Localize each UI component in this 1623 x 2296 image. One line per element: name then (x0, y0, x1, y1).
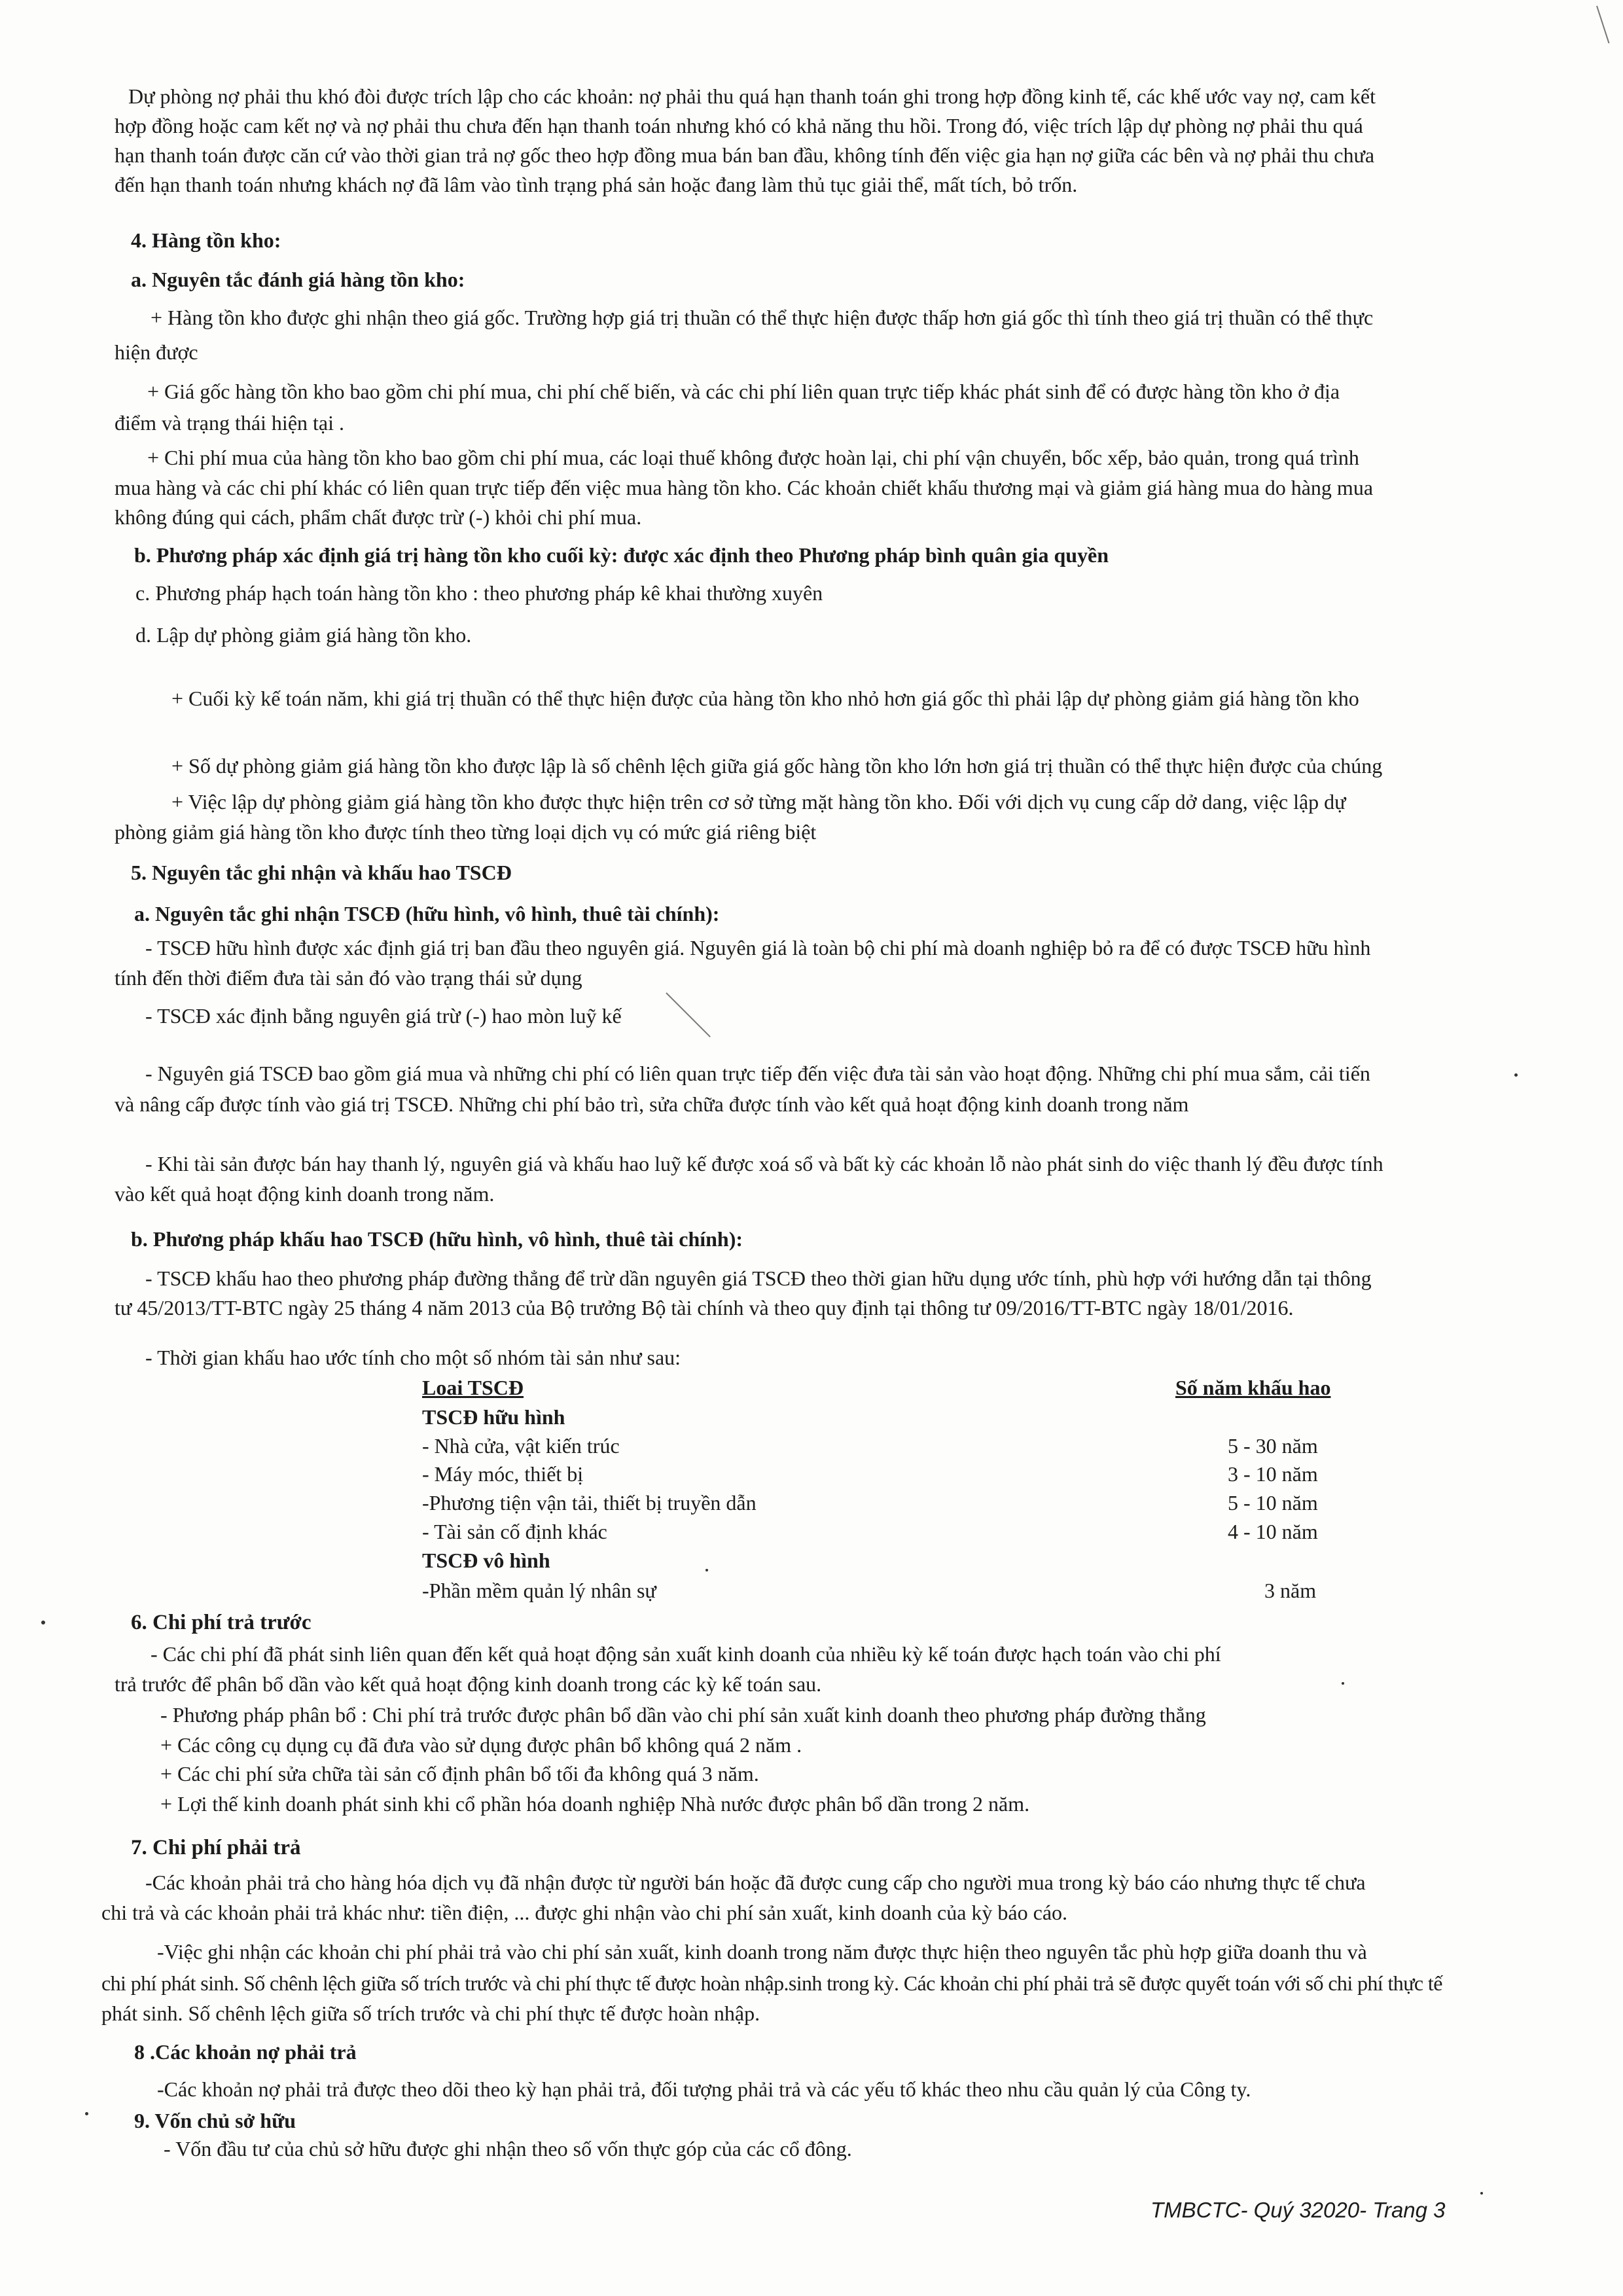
text-line: chi phí phát sinh. Số chênh lệch giữa số trích trước và chi phí thực tế được hoàn nhập.sinh trong kỳ. Các khoản chi phí phải trả sẽ được quyết toán với số chi phí thực tế (101, 1971, 1442, 1995)
table-row-label: -Phương tiện vận tải, thiết bị truyền dẫn (422, 1491, 757, 1515)
text-line: và nâng cấp được tính vào giá trị TSCĐ. Những chi phí bảo trì, sửa chữa được tính vào kết quả hoạt động kinh doanh trong năm (115, 1092, 1189, 1116)
text-line: + Hàng tồn kho được ghi nhận theo giá gốc. Trường hợp giá trị thuần có thể thực hiện được thấp hơn giá gốc thì tính theo giá trị thuần có thể thực (151, 306, 1374, 329)
text-line: hợp đồng hoặc cam kết nợ và nợ phải thu chưa đến hạn thanh toán nhưng khó có khả năng thu hồi. Trong đó, việc trích lập dự phòng nợ phải thu quá (115, 114, 1363, 137)
text-line: Dự phòng nợ phải thu khó đòi được trích lập cho các khoản: nợ phải thu quá hạn thanh toán ghi trong hợp đồng kinh tế, các khế ước vay nợ, cam kết (128, 84, 1376, 108)
text-line: hạn thanh toán được căn cứ vào thời gian trả nợ gốc theo hợp đồng mua bán ban đầu, không tính đến việc gia hạn nợ giữa các bên và nợ phải thu chưa (115, 143, 1375, 167)
text-line: điểm và trạng thái hiện tại . (115, 411, 344, 435)
text-line: + Số dự phòng giảm giá hàng tồn kho được lập là số chênh lệch giữa giá gốc hàng tồn kho lớn hơn giá trị thuần có thể thực hiện được của chúng (171, 754, 1383, 778)
text-line: -Các khoản nợ phải trả được theo dõi theo kỳ hạn phải trả, đối tượng phải trả và các yếu tố khác theo nhu cầu quản lý của Công ty. (157, 2077, 1251, 2101)
section-heading: 5. Nguyên tắc ghi nhận và khấu hao TSCĐ (131, 861, 512, 884)
text-line: phòng giảm giá hàng tồn kho được tính theo từng loại dịch vụ có mức giá riêng biệt (115, 820, 817, 844)
text-line: trả trước để phân bổ dần vào kết quả hoạt động kinh doanh trong các kỳ kế toán sau. (115, 1672, 822, 1696)
subsection-heading: b. Phương pháp xác định giá trị hàng tồn kho cuối kỳ: được xác định theo Phương pháp bình quân gia quyền (134, 543, 1109, 567)
text-line: d. Lập dự phòng giảm giá hàng tồn kho. (135, 623, 472, 647)
subsection-heading: a. Nguyên tắc đánh giá hàng tồn kho: (131, 268, 465, 291)
text-line: - Khi tài sản được bán hay thanh lý, nguyên giá và khấu hao luỹ kế được xoá sổ và bất kỳ các khoản lỗ nào phát sinh do việc thanh lý đều được tính (145, 1152, 1383, 1175)
scan-stroke (666, 992, 711, 1037)
table-group-label: TSCĐ hữu hình (422, 1405, 565, 1429)
text-line: - Nguyên giá TSCĐ bao gồm giá mua và những chi phí có liên quan trực tiếp đến việc đưa tài sản vào hoạt động. Những chi phí mua sắm, cải tiến (145, 1062, 1370, 1085)
text-line: + Các chi phí sửa chữa tài sản cố định phân bổ tối đa không quá 3 năm. (160, 1762, 759, 1785)
text-line: tính đến thời điểm đưa tài sản đó vào trạng thái sử dụng (115, 966, 582, 990)
text-line: chi trả và các khoản phải trả khác như: tiền điện, ... được ghi nhận vào chi phí sản xuất, kinh doanh của kỳ báo cáo. (101, 1901, 1068, 1924)
scan-speck (1480, 2192, 1483, 2195)
table-row-value: 4 - 10 năm (1228, 1520, 1318, 1543)
text-line: c. Phương pháp hạch toán hàng tồn kho : theo phương pháp kê khai thường xuyên (135, 581, 823, 605)
subsection-heading: b. Phương pháp khấu hao TSCĐ (hữu hình, vô hình, thuê tài chính): (131, 1227, 743, 1251)
text-line: -Các khoản phải trả cho hàng hóa dịch vụ đã nhận được từ người bán hoặc đã được cung cấp cho người mua trong kỳ báo cáo nhưng thực tế chưa (145, 1871, 1366, 1894)
text-line: - Các chi phí đã phát sinh liên quan đến kết quả hoạt động sản xuất kinh doanh của nhiều kỳ kế toán được hạch toán vào chi phí (151, 1642, 1221, 1666)
table-row-label: - Nhà cửa, vật kiến trúc (422, 1434, 620, 1458)
text-line: + Lợi thế kinh doanh phát sinh khi cổ phần hóa doanh nghiệp Nhà nước được phân bổ dần trong 2 năm. (160, 1792, 1030, 1816)
scan-speck (1342, 1682, 1344, 1685)
table-row-value: 5 - 30 năm (1228, 1434, 1318, 1458)
text-line: - TSCĐ khấu hao theo phương pháp đường thẳng để trừ dần nguyên giá TSCĐ theo thời gian hữu dụng ước tính, phù hợp với hướng dẫn tại thông (145, 1266, 1372, 1290)
scan-speck (1514, 1073, 1518, 1077)
section-heading: 4. Hàng tồn kho: (131, 228, 281, 252)
table-header-years: Số năm khấu hao (1175, 1376, 1331, 1399)
table-row-label: - Máy móc, thiết bị (422, 1462, 584, 1486)
table-row-value: 3 năm (1264, 1579, 1317, 1602)
section-heading: 8 .Các khoản nợ phải trả (134, 2040, 357, 2064)
text-line: - TSCĐ hữu hình được xác định giá trị ban đầu theo nguyên giá. Nguyên giá là toàn bộ chi phí mà doanh nghiệp bỏ ra để có được TSCĐ hữu hình (145, 936, 1371, 960)
text-line: -Việc ghi nhận các khoản chi phí phải trả vào chi phí sản xuất, kinh doanh trong năm được thực hiện theo nguyên tắc phù hợp giữa doanh thu và (157, 1940, 1367, 1964)
section-heading: 9. Vốn chủ sở hữu (134, 2109, 296, 2132)
text-line: mua hàng và các chi phí khác có liên quan trực tiếp đến việc mua hàng tồn kho. Các khoản chiết khấu thương mại và giảm giá hàng mua do hàng mua (115, 476, 1374, 499)
text-line: đến hạn thanh toán nhưng khách nợ đã lâm vào tình trạng phá sản hoặc đang làm thủ tục giải thể, mất tích, bỏ trốn. (115, 173, 1078, 196)
text-line: + Chi phí mua của hàng tồn kho bao gồm chi phí mua, các loại thuế không được hoàn lại, chi phí vận chuyển, bốc xếp, bảo quản, trong quá trình (147, 446, 1359, 469)
text-line: + Giá gốc hàng tồn kho bao gồm chi phí mua, chi phí chế biến, và các chi phí liên quan trực tiếp khác phát sinh để có được hàng tồn kho ở địa (147, 380, 1340, 403)
table-row-label: - Tài sản cố định khác (422, 1520, 607, 1543)
text-line: không đúng qui cách, phẩm chất được trừ (-) khỏi chi phí mua. (115, 505, 642, 529)
text-line: tư 45/2013/TT-BTC ngày 25 tháng 4 năm 2013 của Bộ trưởng Bộ tài chính và theo quy định tại thông tư 09/2016/TT-BTC ngày 18/01/2016. (115, 1296, 1294, 1319)
table-row-value: 3 - 10 năm (1228, 1462, 1318, 1486)
text-line: - Thời gian khấu hao ước tính cho một số nhóm tài sản như sau: (145, 1346, 681, 1369)
section-heading: 6. Chi phí trả trước (131, 1611, 312, 1634)
page-footer: TMBCTC- Quý 32020- Trang 3 (1150, 2198, 1446, 2222)
text-line: + Cuối kỳ kế toán năm, khi giá trị thuần có thể thực hiện được của hàng tồn kho nhỏ hơn giá gốc thì phải lập dự phòng giảm giá hàng tồn kho (171, 687, 1359, 710)
table-row-value: 5 - 10 năm (1228, 1491, 1318, 1515)
scan-speck (41, 1621, 45, 1624)
text-line: vào kết quả hoạt động kinh doanh trong năm. (115, 1182, 495, 1206)
text-line: phát sinh. Số chênh lệch giữa số trích trước và chi phí thực tế được hoàn nhập. (101, 2001, 760, 2025)
text-line: + Các công cụ dụng cụ đã đưa vào sử dụng được phân bổ không quá 2 năm . (160, 1733, 802, 1757)
section-heading: 7. Chi phí phải trả (131, 1836, 301, 1859)
text-line: + Việc lập dự phòng giảm giá hàng tồn kho được thực hiện trên cơ sở từng mặt hàng tồn kho. Đối với dịch vụ cung cấp dở dang, việc lập dự (171, 790, 1346, 814)
table-group-label: TSCĐ vô hình (422, 1549, 550, 1572)
text-line: - TSCĐ xác định bằng nguyên giá trừ (-) hao mòn luỹ kế (145, 1004, 622, 1028)
scan-speck (705, 1569, 708, 1571)
text-line: hiện được (115, 340, 198, 364)
scan-speck (85, 2112, 88, 2115)
table-row-label: -Phần mềm quản lý nhân sự (422, 1579, 656, 1602)
text-line: - Phương pháp phân bổ : Chi phí trả trước được phân bổ dần vào chi phí sản xuất kinh doanh theo phương pháp đường thẳng (160, 1703, 1206, 1727)
subsection-heading: a. Nguyên tắc ghi nhận TSCĐ (hữu hình, vô hình, thuê tài chính): (134, 902, 720, 925)
table-header-asset-type: Loai TSCĐ (422, 1376, 524, 1399)
scan-stroke (1596, 6, 1609, 44)
text-line: - Vốn đầu tư của chủ sở hữu được ghi nhận theo số vốn thực góp của các cổ đông. (164, 2137, 852, 2161)
